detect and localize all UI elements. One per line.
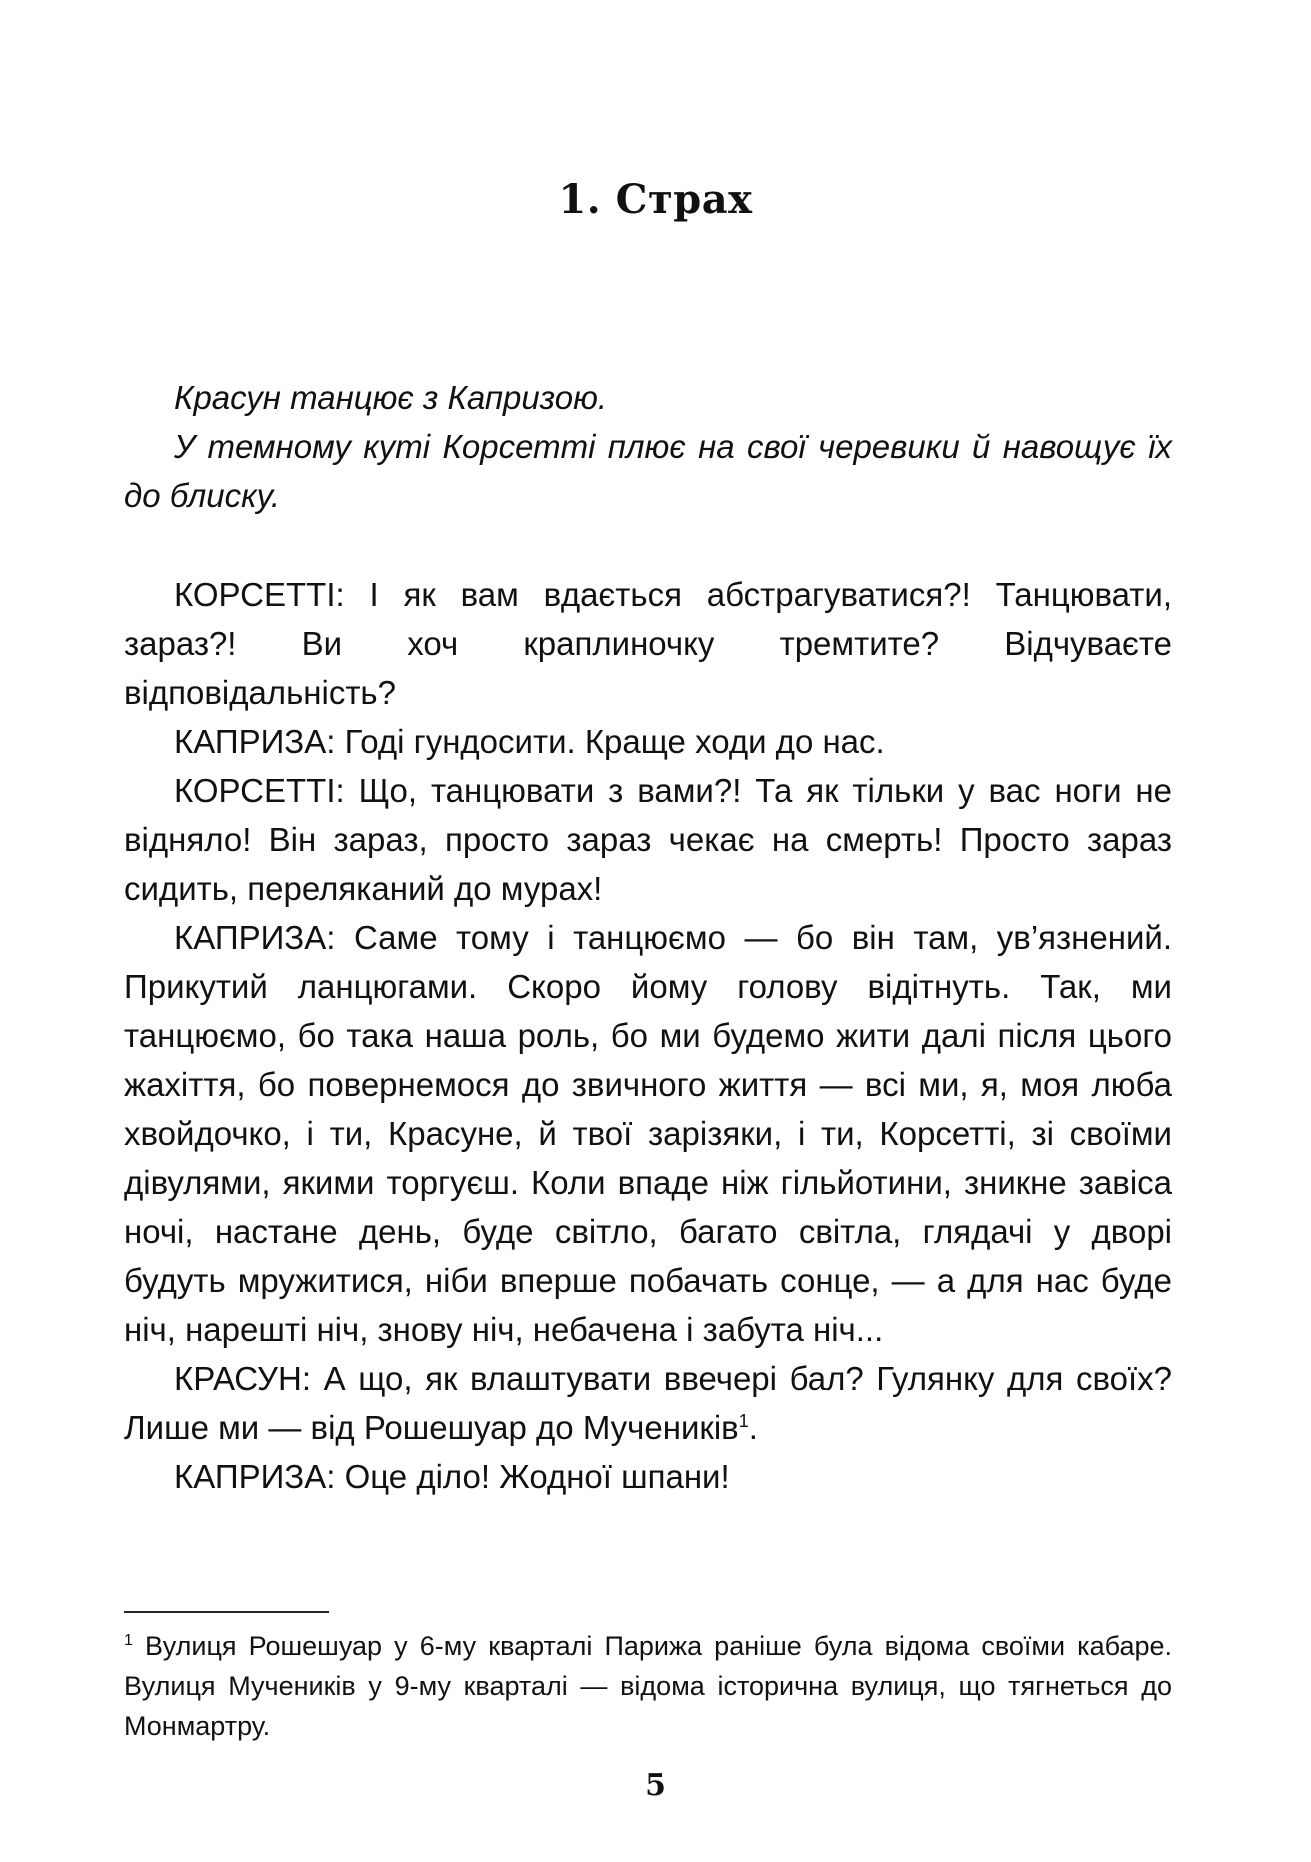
dialogue-text: А що, як влаштувати ввечері бал? Гулянку для своїх? Лише ми — від Рошешуар до Мучеників	[124, 1360, 1172, 1446]
footnote-mark: 1	[124, 1632, 133, 1649]
speaker-name: КАПРИЗА:	[174, 919, 336, 956]
speaker-name: КОРСЕТТІ:	[174, 772, 345, 809]
footnote-divider	[124, 1611, 329, 1613]
speaker-name: КАПРИЗА:	[174, 1458, 336, 1495]
dialogue-text: Що, танцювати з вами?! Та як тільки у вас ноги не відняло! Він зараз, просто зараз чекає на смерть! Просто зараз сидить, переляканий до мурах!	[124, 772, 1172, 907]
dialogue-text: І як вам вдається абстрагуватися?! Танцювати, зараз?! Ви хоч краплиночку тремтите? Відчуваєте відповідальність?	[124, 576, 1172, 711]
footnote-text: Вулиця Рошешуар у 6-му кварталі Парижа раніше була відома своїми кабаре. Вулиця Мучеників у 9-му кварталі — відома історична вулиця, що тягнеться до Монмартру.	[124, 1631, 1172, 1741]
speaker-name: КРАСУН:	[174, 1360, 312, 1397]
speaker-name: КАПРИЗА:	[174, 723, 336, 760]
stage-direction: У темному куті Корсетті плює на свої черевики й навощує їх до блиску.	[124, 428, 1172, 514]
dialogue-line	[124, 766, 1172, 913]
footnote	[124, 1626, 1172, 1746]
dialogue-line	[124, 913, 1172, 1354]
chapter-title: 1. Страх	[558, 176, 753, 223]
dialogue-text-end: .	[748, 1409, 758, 1446]
dialogue-text: Оце діло! Жодної шпани!	[335, 1458, 730, 1495]
footnote-reference[interactable]: 1	[738, 1411, 749, 1431]
stage-directions	[124, 373, 1172, 520]
page-number: 5	[645, 1768, 666, 1803]
dialogue-line	[124, 717, 1172, 766]
stage-direction: Красун танцює з Капризою.	[174, 379, 608, 416]
dialogue-text: Саме тому і танцюємо — бо він там, ув’язнений. Прикутий ланцюгами. Скоро йому голову відітнуть. Так, ми танцюємо, бо така наша роль, бо ми будемо жити далі після цього жахіття, бо повернемося до звичного життя — всі ми, я, моя люба хвойдочко, і ти, Красуне, й твої зарізяки, і ти, Корсетті, зі своїми дівулями, якими торгуєш. Коли впаде ніж гільйотини, зникне завіса ночі, настане день, буде світло, багато світла, глядачі у дворі будуть мружитися, ніби вперше побачать сонце, — а для нас буде ніч, нарешті ніч, знову ніч, небачена і забута ніч...	[124, 919, 1172, 1348]
speaker-name: КОРСЕТТІ:	[174, 576, 345, 613]
dialogue-line	[124, 1354, 1172, 1452]
dialogue	[124, 570, 1172, 1501]
dialogue-text: Годі гундосити. Краще ходи до нас.	[335, 723, 885, 760]
dialogue-line	[124, 1452, 1172, 1501]
dialogue-line	[124, 570, 1172, 717]
